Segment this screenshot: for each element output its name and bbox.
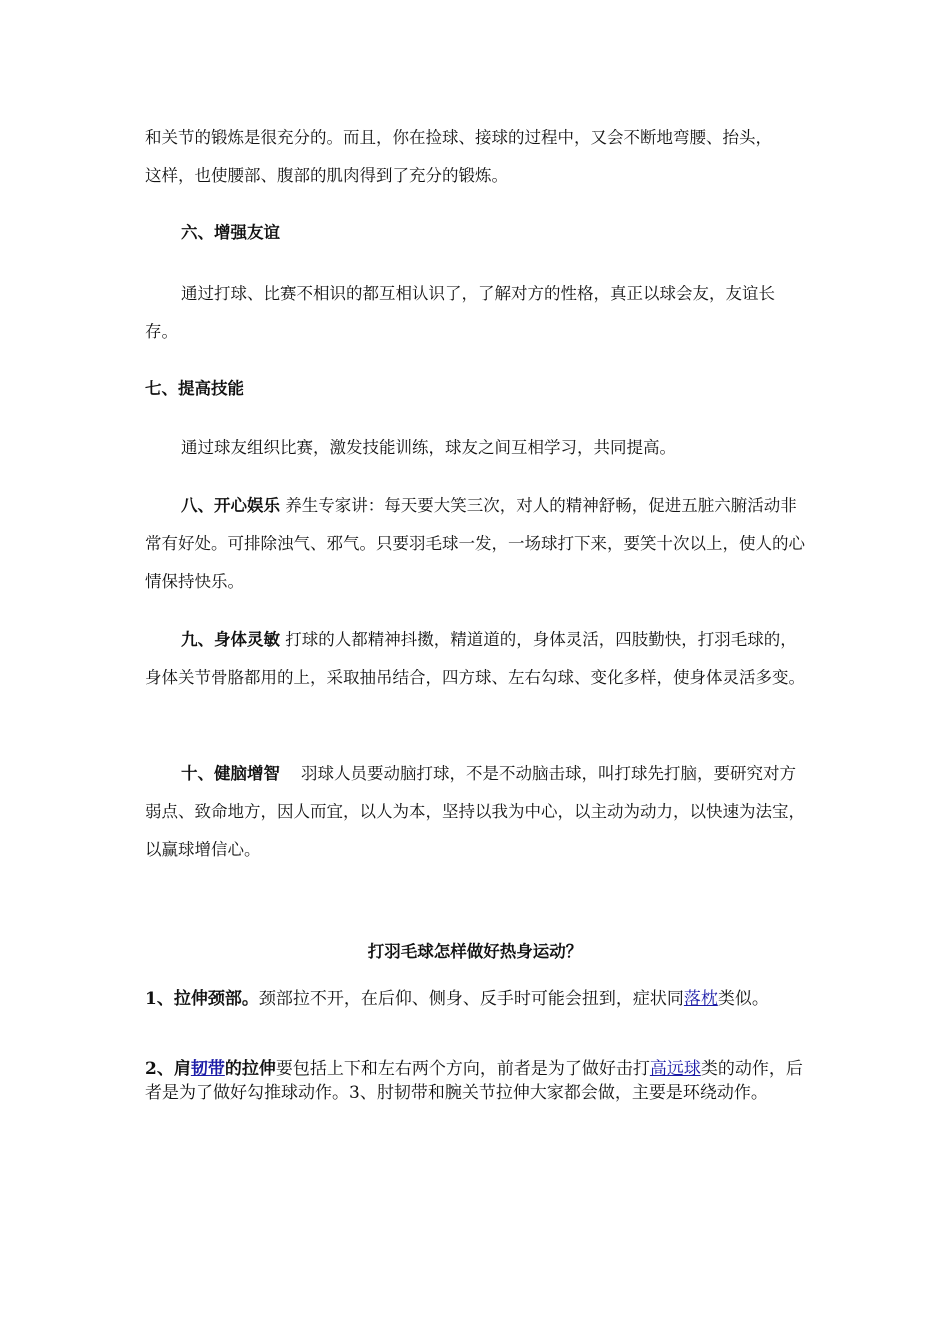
section-8 bbox=[145, 487, 805, 601]
section-8-body: 养生专家讲：每天要大笑三次，对人的精神舒畅，促进五脏六腑活动非常有好处。可排除浊气、邪气。只要羽毛球一发，一场球打下来，要笑十次以上，使人的心情保持快乐。 bbox=[145, 496, 805, 591]
section-6-body: 通过打球、比赛不相识的都互相认识了，了解对方的性格，真正以球会友，友谊长存。 bbox=[145, 284, 775, 341]
section-10 bbox=[145, 755, 805, 869]
link-rendai[interactable]: 韧带 bbox=[190, 1059, 225, 1079]
intro-line-2: 这样，也使腰部、腹部的肌肉得到了充分的锻炼。 bbox=[145, 166, 508, 185]
section-7-body: 通过球友组织比赛，激发技能训练，球友之间互相学习，共同提高。 bbox=[181, 438, 676, 457]
section-10-body: 羽球人员要动脑打球，不是不动脑击球，叫打球先打脑，要研究对方弱点、致命地方，因人而宜，以人为本，坚持以我为中心，以主动为动力，以快速为法宝，以赢球增信心。 bbox=[145, 764, 805, 859]
link-luozhen[interactable]: 落枕 bbox=[683, 989, 718, 1009]
section-9-title: 九、身体灵敏 bbox=[181, 630, 280, 649]
warmup-item-1: 1、拉伸颈部。颈部拉不开，在后仰、侧身、反手时可能会扭到，症状同落枕类似。 bbox=[145, 989, 769, 1009]
warmup-item-1-title: 1、拉伸颈部。 bbox=[145, 989, 259, 1009]
warmup-item-2-title: 2、肩韧带的拉伸 bbox=[145, 1059, 276, 1079]
section-6-title: 六、增强友谊 bbox=[181, 223, 280, 242]
section-10-title: 十、健脑增智 bbox=[181, 764, 280, 783]
intro-paragraph bbox=[145, 119, 805, 195]
section-8-title: 八、开心娱乐 bbox=[181, 496, 280, 515]
link-gaoyuanqiu[interactable]: 高远球 bbox=[649, 1059, 701, 1079]
warmup-heading: 打羽毛球怎样做好热身运动？ bbox=[367, 942, 583, 961]
section-9-body: 打球的人都精神抖擞，精道道的，身体灵活，四肢勤快，打羽毛球的，身体关节骨胳都用的上，采取抽吊结合，四方球、左右勾球、变化多样，使身体灵活多变。 bbox=[145, 630, 805, 687]
section-7-title: 七、提高技能 bbox=[145, 379, 244, 398]
section-9 bbox=[145, 621, 805, 697]
warmup-item-2: 2、肩韧带的拉伸要包括上下和左右两个方向，前者是为了做好击打高远球类的动作，后者是为了做好勾推球动作。3、肘韧带和腕关节拉伸大家都会做，主要是环绕动作。 bbox=[145, 1059, 803, 1103]
intro-line-1: 和关节的锻炼是很充分的。而且，你在捡球、接球的过程中，又会不断地弯腰、抬头， bbox=[145, 128, 772, 147]
